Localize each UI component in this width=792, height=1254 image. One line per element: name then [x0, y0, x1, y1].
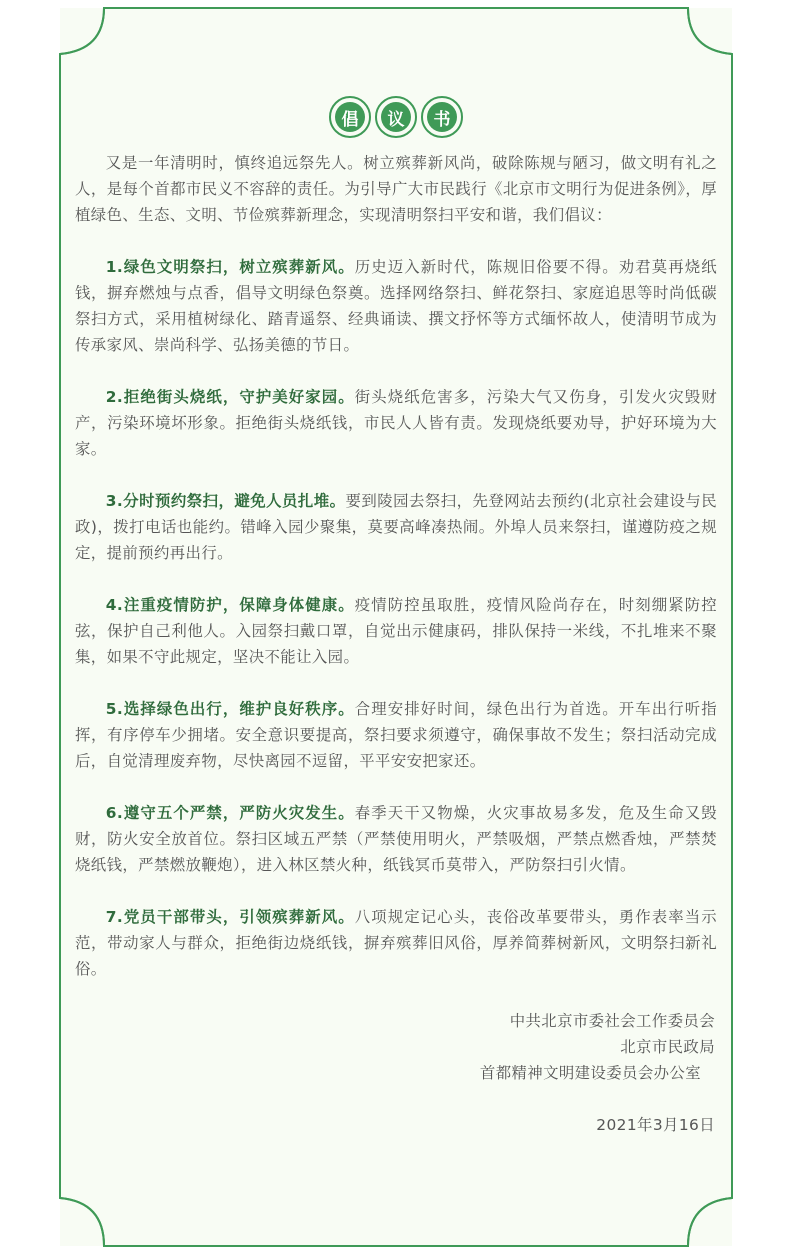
title-char: 议	[381, 102, 411, 132]
proposal-item	[75, 384, 717, 462]
title	[0, 96, 792, 138]
item-text: 疫情防控虽取胜，疫情风险尚存在，时刻绷紧防控弦，保护自己利他人。入园祭扫戴口罩，自觉出示健康码，排队保持一米线，不扎堆来不聚集，如果不守此规定，坚决不能让入园。	[75, 596, 717, 666]
title-badge	[421, 96, 463, 138]
item-heading: 3.分时预约祭扫，避免人员扎堆。	[105, 492, 346, 510]
item-text: 街头烧纸危害多，污染大气又伤身，引发火灾毁财产，污染环境坏形象。拒绝街头烧纸钱，市民人人皆有责。发现烧纸要劝导，护好环境为大家。	[75, 388, 717, 458]
proposal-item	[75, 696, 717, 774]
title-char: 倡	[335, 102, 365, 132]
item-heading: 2.拒绝街头烧纸，守护美好家园。	[105, 388, 355, 406]
item-text: 春季天干又物燥，火灾事故易多发，危及生命又毁财，防火安全放首位。祭扫区域五严禁（严禁使用明火，严禁吸烟，严禁点燃香烛，严禁焚烧纸钱，严禁燃放鞭炮），进入林区禁火种，纸钱冥币莫带入，严防祭扫引火情。	[75, 804, 717, 874]
proposal-item	[75, 904, 717, 982]
item-text: 要到陵园去祭扫，先登网站去预约(北京社会建设与民政)，拨打电话也能约。错峰入园少聚集，莫要高峰凑热闹。外埠人员来祭扫，谨遵防疫之规定，提前预约再出行。	[75, 492, 717, 562]
proposal-body	[75, 150, 717, 1138]
signature-line: 北京市民政局	[620, 1038, 715, 1056]
intro-paragraph: 又是一年清明时，慎终追远祭先人。树立殡葬新风尚，破除陈规与陋习，做文明有礼之人，是每个首都市民义不容辞的责任。为引导广大市民践行《北京市文明行为促进条例》，厚植绿色、生态、文明、节俭殡葬新理念，实现清明祭扫平安和谐，我们倡议：	[75, 154, 717, 224]
item-heading: 1.绿色文明祭扫，树立殡葬新风。	[105, 258, 355, 276]
item-heading: 6.遵守五个严禁，严防火灾发生。	[105, 804, 355, 822]
proposal-item	[75, 800, 717, 878]
signature-line: 中共北京市委社会工作委员会	[509, 1012, 715, 1030]
proposal-item	[75, 592, 717, 670]
item-heading: 4.注重疫情防护，保障身体健康。	[105, 596, 355, 614]
proposal-item	[75, 254, 717, 358]
item-text: 合理安排好时间，绿色出行为首选。开车出行听指挥，有序停车少拥堵。安全意识要提高，祭扫要求须遵守，确保事故不发生；祭扫活动完成后，自觉清理废弃物，尽快离园不逗留，平平安安把家还。	[75, 700, 717, 770]
issue-date: 2021年3月16日	[596, 1116, 715, 1134]
item-text: 八项规定记心头，丧俗改革要带头，勇作表率当示范，带动家人与群众，拒绝街边烧纸钱，摒弃殡葬旧风俗，厚养简葬树新风，文明祭扫新礼俗。	[75, 908, 717, 978]
title-badge	[375, 96, 417, 138]
proposal-item	[75, 488, 717, 566]
item-text: 历史迈入新时代，陈规旧俗要不得。劝君莫再烧纸钱，摒弃燃烛与点香，倡导文明绿色祭奠。选择网络祭扫、鲜花祭扫、家庭追思等时尚低碳祭扫方式，采用植树绿化、踏青遥祭、经典诵读、撰文抒怀等方式缅怀故人，使清明节成为传承家风、崇尚科学、弘扬美德的节日。	[75, 258, 717, 354]
item-heading: 7.党员干部带头，引领殡葬新风。	[105, 908, 355, 926]
signature-block	[75, 1008, 717, 1086]
title-badge	[329, 96, 371, 138]
item-heading: 5.选择绿色出行，维护良好秩序。	[105, 700, 355, 718]
title-char: 书	[427, 102, 457, 132]
signature-line: 首都精神文明建设委员会办公室	[479, 1064, 701, 1082]
